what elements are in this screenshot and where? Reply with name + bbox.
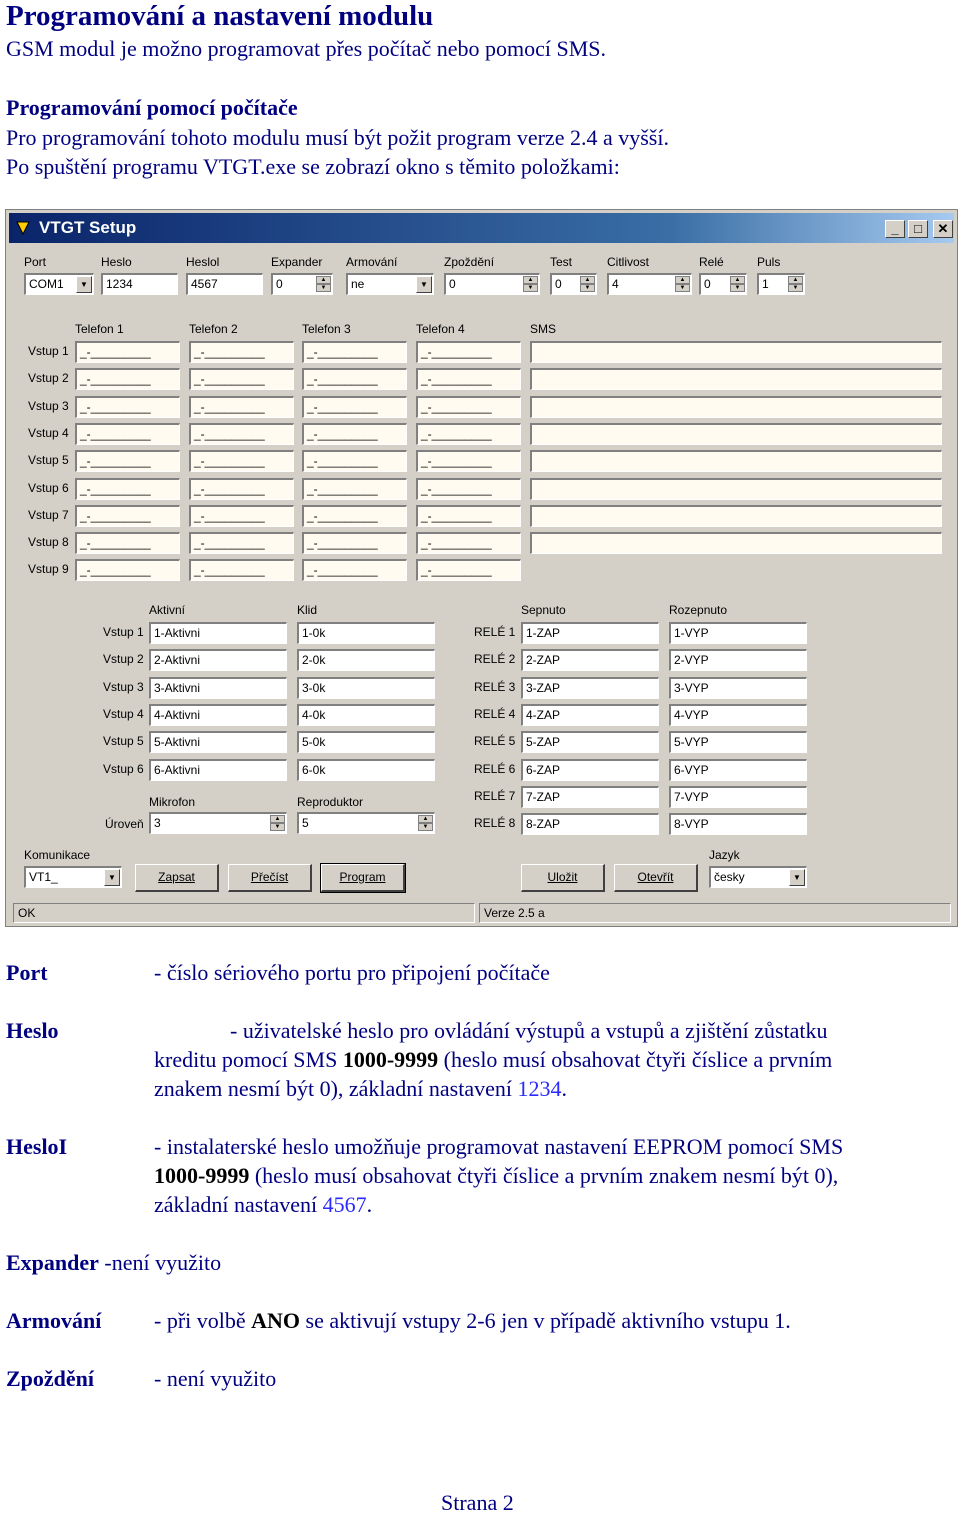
aktivni-header: Aktivní — [149, 603, 186, 617]
klid-header: Klid — [297, 603, 318, 617]
phone-field[interactable] — [75, 505, 180, 527]
spin-arrows-icon[interactable]: ▲ ▼ — [418, 815, 433, 832]
top-field-3-value: 0 — [276, 277, 283, 291]
phone-field[interactable] — [189, 450, 294, 472]
sepnuto-value: 5-ZAP — [526, 735, 561, 750]
rozepnuto-field[interactable] — [669, 759, 807, 781]
klid-field[interactable] — [297, 759, 435, 781]
phone-field[interactable] — [416, 559, 521, 581]
chevron-down-icon[interactable]: ▼ — [104, 869, 120, 886]
app-icon — [15, 220, 31, 236]
page-heading: Programování a nastavení modulu — [6, 0, 434, 32]
zpozdeni-desc: - není využito — [154, 1366, 277, 1391]
komunikace-value: VT1_ — [29, 870, 58, 884]
heslol-text: základní nastavení — [154, 1192, 323, 1217]
rozepnuto-field[interactable] — [669, 649, 807, 671]
sms-field[interactable] — [530, 505, 942, 527]
aktivni-value: 4-Aktivni — [154, 707, 201, 722]
phone-placeholder: _-_________ — [307, 481, 378, 496]
sepnuto-field[interactable] — [521, 786, 659, 808]
phone-header-2: Telefon 3 — [302, 322, 351, 336]
phone-placeholder: _-_________ — [194, 508, 265, 523]
pc-heading: Programování pomocí počítače — [6, 95, 298, 120]
spin-arrows-icon[interactable]: ▲ ▼ — [730, 276, 745, 293]
vstup-label-5: Vstup 6 — [28, 480, 69, 495]
phone-field[interactable] — [302, 505, 407, 527]
klid-field[interactable] — [297, 704, 435, 726]
port-desc: - číslo sériového portu pro připojení počítače — [154, 960, 550, 985]
rozepnuto-field[interactable] — [669, 786, 807, 808]
spin-arrows-icon[interactable]: ▲ ▼ — [316, 276, 331, 293]
heslol-text: . — [366, 1192, 373, 1217]
chevron-down-icon[interactable]: ▼ — [76, 276, 92, 293]
phone-placeholder: _-_________ — [194, 481, 265, 496]
armovani-desc — [154, 1306, 791, 1335]
heslol-desc-line1: - instalaterské heslo umožňuje programovat nastavení EEPROM pomocí SMS — [154, 1134, 844, 1159]
phone-field[interactable] — [189, 341, 294, 363]
vstup-label-0: Vstup 1 — [28, 344, 69, 358]
vstup-label-1: Vstup 2 — [28, 371, 69, 386]
phone-field[interactable] — [302, 532, 407, 554]
rozepnuto-value: 2-VYP — [674, 653, 709, 668]
komunikace-select[interactable] — [24, 866, 122, 888]
heslol-range: 1000-9999 — [154, 1163, 250, 1188]
aktivni-value: 1-Aktivni — [154, 626, 201, 640]
aktivni-field[interactable] — [149, 731, 287, 753]
pc-line-2: Po spuštění programu VTGT.exe se zobrazí okno s těmito položkami: — [6, 154, 620, 179]
top-field-5-input[interactable] — [444, 273, 540, 295]
top-field-0-label: Port — [24, 255, 47, 269]
spin-arrows-icon[interactable]: ▲ ▼ — [523, 276, 538, 293]
aktivni-value: 2-Aktivni — [154, 653, 201, 668]
mikrofon-value: 3 — [154, 816, 161, 830]
phone-field[interactable] — [416, 423, 521, 445]
phone-placeholder: _-_________ — [307, 426, 378, 441]
sepnuto-value: 8-ZAP — [526, 817, 561, 832]
sepnuto-value: 6-ZAP — [526, 762, 561, 777]
top-field-6-label: Test — [550, 255, 573, 269]
precist-button[interactable]: Přečíst — [228, 864, 312, 892]
expander-desc: -není využito — [98, 1250, 222, 1275]
phone-header-0: Telefon 1 — [75, 322, 124, 336]
phone-field[interactable] — [416, 368, 521, 390]
heslol-desc-line3 — [154, 1190, 843, 1219]
rozepnuto-value: 1-VYP — [674, 626, 709, 640]
phone-placeholder: _-_________ — [194, 454, 265, 469]
heslol-default: 4567 — [322, 1192, 367, 1217]
top-field-2-input[interactable] — [186, 273, 263, 295]
top-field-0-input[interactable] — [24, 273, 94, 295]
heslo-default: 1234 — [517, 1076, 562, 1101]
heslol-desc — [154, 1132, 843, 1219]
klid-value: 5-0k — [302, 735, 326, 750]
sms-field[interactable] — [530, 450, 942, 472]
uroven-label: Úroveň — [105, 817, 144, 831]
heslo-range: 1000-9999 — [342, 1047, 439, 1072]
klid-field[interactable] — [297, 677, 435, 699]
top-field-9-input[interactable] — [757, 273, 805, 295]
phone-placeholder: _-_________ — [307, 454, 378, 469]
sepnuto-field[interactable] — [521, 622, 659, 644]
reproduktor-label: Reproduktor — [297, 795, 364, 809]
phone-placeholder: _-_________ — [80, 372, 151, 387]
heslo-text: znakem nesmí být 0), základní nastavení — [154, 1076, 518, 1101]
aktivni-row-label-4: Vstup 5 — [103, 734, 144, 749]
phone-field[interactable] — [302, 341, 407, 363]
aktivni-row-label-3: Vstup 4 — [103, 706, 144, 721]
rozepnuto-field[interactable] — [669, 622, 807, 644]
aktivni-field[interactable] — [149, 704, 287, 726]
phone-field[interactable] — [302, 368, 407, 390]
phone-field[interactable] — [75, 478, 180, 500]
aktivni-row-label-2: Vstup 3 — [103, 679, 144, 694]
phone-placeholder: _-_________ — [421, 399, 492, 414]
top-field-1-value: 1234 — [106, 277, 133, 291]
sms-field[interactable] — [530, 532, 942, 554]
program-button[interactable]: Program — [321, 864, 405, 892]
top-field-0-value: COM1 — [29, 277, 64, 291]
aktivni-field[interactable] — [149, 677, 287, 699]
spin-arrows-icon[interactable]: ▲ ▼ — [788, 276, 803, 293]
sms-field[interactable] — [530, 368, 942, 390]
jazyk-label: Jazyk — [709, 848, 740, 862]
phone-placeholder: _-_________ — [80, 508, 151, 523]
vstup-label-7: Vstup 8 — [28, 535, 69, 550]
phone-placeholder: _-_________ — [307, 508, 378, 523]
sepnuto-field[interactable] — [521, 731, 659, 753]
top-field-3-input[interactable] — [271, 273, 333, 295]
klid-field[interactable] — [297, 649, 435, 671]
vstup-label-3: Vstup 4 — [28, 425, 69, 440]
klid-field[interactable] — [297, 622, 435, 644]
phone-field[interactable] — [75, 532, 180, 554]
top-field-5-value: 0 — [449, 277, 456, 291]
armovani-text: se aktivují vstupy 2-6 jen v případě aktivního vstupu 1. — [300, 1308, 791, 1333]
sepnuto-header: Sepnuto — [521, 603, 566, 617]
phone-placeholder: _-_________ — [194, 536, 265, 551]
phone-field[interactable] — [302, 559, 407, 581]
phone-field[interactable] — [189, 478, 294, 500]
top-field-6-value: 0 — [555, 277, 562, 291]
rele-row-label-7: RELÉ 8 — [474, 816, 516, 831]
chevron-down-icon[interactable]: ▼ — [416, 276, 432, 293]
top-field-8-label: Relé — [699, 255, 724, 269]
rozepnuto-value: 5-VYP — [674, 735, 709, 750]
phone-field[interactable] — [416, 478, 521, 500]
window-title: VTGT Setup — [39, 218, 137, 237]
page-number: Strana 2 — [441, 1490, 514, 1515]
aktivni-value: 5-Aktivni — [154, 735, 201, 750]
sepnuto-value: 4-ZAP — [526, 707, 561, 722]
aktivni-row-label-0: Vstup 1 — [103, 625, 144, 639]
otevrit-button[interactable]: Otevřít — [614, 864, 698, 892]
rozepnuto-value: 3-VYP — [674, 680, 709, 695]
komunikace-label: Komunikace — [24, 848, 91, 862]
top-field-7-value: 4 — [612, 277, 619, 291]
sepnuto-field[interactable] — [521, 677, 659, 699]
phone-field[interactable] — [189, 532, 294, 554]
phone-placeholder: _-_________ — [80, 454, 151, 469]
phone-field[interactable] — [302, 396, 407, 418]
phone-placeholder: _-_________ — [194, 345, 265, 359]
klid-field[interactable] — [297, 731, 435, 753]
top-field-8-value: 0 — [704, 277, 711, 291]
sepnuto-field[interactable] — [521, 813, 659, 835]
top-field-7-input[interactable] — [607, 273, 692, 295]
rele-row-label-4: RELÉ 5 — [474, 734, 516, 749]
rozepnuto-header: Rozepnuto — [669, 603, 728, 617]
zpozdeni-term: Zpoždění — [6, 1366, 95, 1391]
sepnuto-value: 2-ZAP — [526, 653, 561, 668]
phone-placeholder: _-_________ — [307, 372, 378, 387]
rozepnuto-field[interactable] — [669, 731, 807, 753]
phone-placeholder: _-_________ — [80, 563, 151, 578]
zapsat-button[interactable]: Zapsat — [135, 864, 219, 892]
intro-text: GSM modul je možno programovat přes počítač nebo pomocí SMS. — [6, 36, 607, 61]
aktivni-field[interactable] — [149, 759, 287, 781]
status-version: Verze 2.5 a — [479, 903, 951, 923]
phone-field[interactable] — [75, 341, 180, 363]
window-titlebar[interactable] — [9, 213, 954, 243]
phone-placeholder: _-_________ — [421, 426, 492, 441]
rele-row-label-0: RELÉ 1 — [474, 625, 516, 639]
heslo-text: kreditu pomocí SMS — [154, 1047, 343, 1072]
sms-field[interactable] — [530, 396, 942, 418]
klid-value: 4-0k — [302, 707, 326, 722]
maximize-button[interactable]: □ — [908, 220, 928, 238]
phone-field[interactable] — [302, 450, 407, 472]
sepnuto-field[interactable] — [521, 704, 659, 726]
heslol-term: HesloI — [6, 1134, 68, 1159]
top-field-1-label: Heslo — [101, 255, 132, 269]
rozepnuto-field[interactable] — [669, 813, 807, 835]
spin-arrows-icon[interactable]: ▲ ▼ — [675, 276, 690, 293]
expander-term — [6, 1250, 221, 1276]
phone-field[interactable] — [189, 505, 294, 527]
sepnuto-value: 3-ZAP — [526, 680, 561, 695]
phone-field[interactable] — [189, 423, 294, 445]
chevron-down-icon[interactable]: ▼ — [789, 869, 805, 886]
top-field-2-value: 4567 — [191, 277, 218, 291]
aktivni-value: 3-Aktivni — [154, 680, 201, 695]
reproduktor-value: 5 — [302, 816, 309, 830]
phone-placeholder: _-_________ — [80, 345, 151, 359]
status-left: OK — [13, 903, 475, 923]
sepnuto-field[interactable] — [521, 649, 659, 671]
klid-value: 2-0k — [302, 653, 326, 668]
aktivni-row-label-1: Vstup 2 — [103, 652, 144, 667]
aktivni-field[interactable] — [149, 622, 287, 644]
phone-placeholder: _-_________ — [421, 345, 492, 359]
phone-field[interactable] — [75, 559, 180, 581]
phone-header-4: SMS — [530, 322, 557, 336]
phone-header-3: Telefon 4 — [416, 322, 465, 336]
phone-field[interactable] — [75, 423, 180, 445]
phone-placeholder: _-_________ — [194, 399, 265, 414]
phone-placeholder: _-_________ — [307, 399, 378, 414]
top-field-9-value: 1 — [762, 277, 769, 291]
heslo-desc-line3 — [154, 1074, 832, 1103]
klid-value: 1-0k — [302, 626, 326, 640]
top-field-5-label: Zpoždění — [444, 255, 495, 269]
top-field-4-label: Armování — [346, 255, 398, 269]
reproduktor-spinner[interactable] — [297, 812, 435, 834]
minimize-button[interactable]: _ — [885, 220, 905, 238]
phone-placeholder: _-_________ — [421, 481, 492, 496]
phone-placeholder: _-_________ — [421, 454, 492, 469]
top-field-4-value: ne — [351, 277, 365, 291]
phone-field[interactable] — [75, 450, 180, 472]
phone-placeholder: _-_________ — [421, 508, 492, 523]
rozepnuto-field[interactable] — [669, 704, 807, 726]
sepnuto-value: 7-ZAP — [526, 789, 561, 804]
top-field-6-input[interactable] — [550, 273, 597, 295]
phone-placeholder: _-_________ — [80, 536, 151, 551]
rozepnuto-value: 4-VYP — [674, 707, 709, 722]
rozepnuto-value: 7-VYP — [674, 789, 709, 804]
armovani-ano: ANO — [251, 1308, 301, 1333]
sepnuto-value: 1-ZAP — [526, 626, 561, 640]
pc-line-1: Pro programování tohoto modulu musí být požit program verze 2.4 a vyšší. — [6, 125, 669, 150]
heslol-desc-line2 — [154, 1161, 843, 1190]
phone-field[interactable] — [189, 368, 294, 390]
klid-value: 6-0k — [302, 762, 326, 777]
aktivni-field[interactable] — [149, 649, 287, 671]
heslo-desc-line1: - uživatelské heslo pro ovládání výstupů a vstupů a zjištění zůstatku — [230, 1018, 828, 1043]
spin-arrows-icon[interactable]: ▲ ▼ — [580, 276, 595, 293]
port-term: Port — [6, 960, 48, 985]
rozepnuto-value: 8-VYP — [674, 817, 709, 832]
phone-placeholder: _-_________ — [80, 481, 151, 496]
sms-field[interactable] — [530, 478, 942, 500]
heslo-term: Heslo — [6, 1018, 59, 1043]
phone-field[interactable] — [416, 532, 521, 554]
rozepnuto-field[interactable] — [669, 677, 807, 699]
phone-placeholder: _-_________ — [80, 426, 151, 441]
heslol-text: (heslo musí obsahovat čtyři číslice a prvním znakem nesmí být 0), — [249, 1163, 839, 1188]
expander-term-text: Expander — [6, 1250, 99, 1275]
phone-field[interactable] — [302, 478, 407, 500]
phone-placeholder: _-_________ — [307, 345, 378, 359]
top-field-4-input[interactable] — [346, 273, 434, 295]
top-field-3-label: Expander — [271, 255, 323, 269]
spin-arrows-icon[interactable]: ▲ ▼ — [270, 815, 285, 832]
armovani-text: - při volbě — [154, 1308, 252, 1333]
phone-placeholder: _-_________ — [80, 399, 151, 414]
klid-value: 3-0k — [302, 680, 326, 695]
jazyk-select[interactable] — [709, 866, 807, 888]
armovani-term: Armování — [6, 1308, 102, 1333]
ulozit-button[interactable]: Uložit — [521, 864, 605, 892]
heslo-text: . — [561, 1076, 567, 1101]
aktivni-row-label-5: Vstup 6 — [103, 761, 144, 776]
phone-placeholder: _-_________ — [194, 426, 265, 441]
phone-field[interactable] — [302, 423, 407, 445]
phone-field[interactable] — [75, 396, 180, 418]
heslo-text: (heslo musí obsahovat čtyři číslice a prvním — [438, 1047, 833, 1072]
jazyk-value: česky — [714, 870, 745, 884]
rele-row-label-2: RELÉ 3 — [474, 679, 516, 694]
rele-row-label-6: RELÉ 7 — [474, 788, 516, 803]
top-field-7-label: Citlivost — [607, 255, 650, 269]
top-field-1-input[interactable] — [101, 273, 178, 295]
top-field-2-label: Heslol — [186, 255, 220, 269]
rele-row-label-3: RELÉ 4 — [474, 706, 516, 721]
phone-field[interactable] — [416, 396, 521, 418]
phone-field[interactable] — [189, 396, 294, 418]
heslo-desc-line2 — [154, 1045, 832, 1074]
mikrofon-label: Mikrofon — [149, 795, 196, 809]
phone-field[interactable] — [75, 368, 180, 390]
phone-placeholder: _-_________ — [307, 563, 378, 578]
phone-field[interactable] — [189, 559, 294, 581]
sepnuto-field[interactable] — [521, 759, 659, 781]
aktivni-value: 6-Aktivni — [154, 762, 201, 777]
phone-header-1: Telefon 2 — [189, 322, 238, 336]
vstup-label-6: Vstup 7 — [28, 507, 69, 522]
phone-placeholder: _-_________ — [421, 372, 492, 387]
mikrofon-spinner[interactable] — [149, 812, 287, 834]
vstup-label-8: Vstup 9 — [28, 562, 69, 577]
phone-placeholder: _-_________ — [194, 563, 265, 578]
sms-field[interactable] — [530, 341, 942, 363]
phone-placeholder: _-_________ — [307, 536, 378, 551]
rozepnuto-value: 6-VYP — [674, 762, 709, 777]
heslo-desc — [154, 1016, 832, 1103]
rele-row-label-5: RELÉ 6 — [474, 761, 516, 776]
rele-row-label-1: RELÉ 2 — [474, 652, 516, 667]
phone-field[interactable] — [416, 450, 521, 472]
phone-field[interactable] — [416, 505, 521, 527]
vstup-label-4: Vstup 5 — [28, 453, 69, 468]
phone-placeholder: _-_________ — [421, 563, 492, 578]
phone-placeholder: _-_________ — [194, 372, 265, 387]
vstup-label-2: Vstup 3 — [28, 398, 69, 413]
phone-field[interactable] — [416, 341, 521, 363]
vtgt-setup-window — [5, 209, 958, 927]
top-field-9-label: Puls — [757, 255, 781, 269]
close-button[interactable]: ✕ — [933, 220, 953, 238]
phone-placeholder: _-_________ — [421, 536, 492, 551]
sms-field[interactable] — [530, 423, 942, 445]
top-field-8-input[interactable] — [699, 273, 747, 295]
